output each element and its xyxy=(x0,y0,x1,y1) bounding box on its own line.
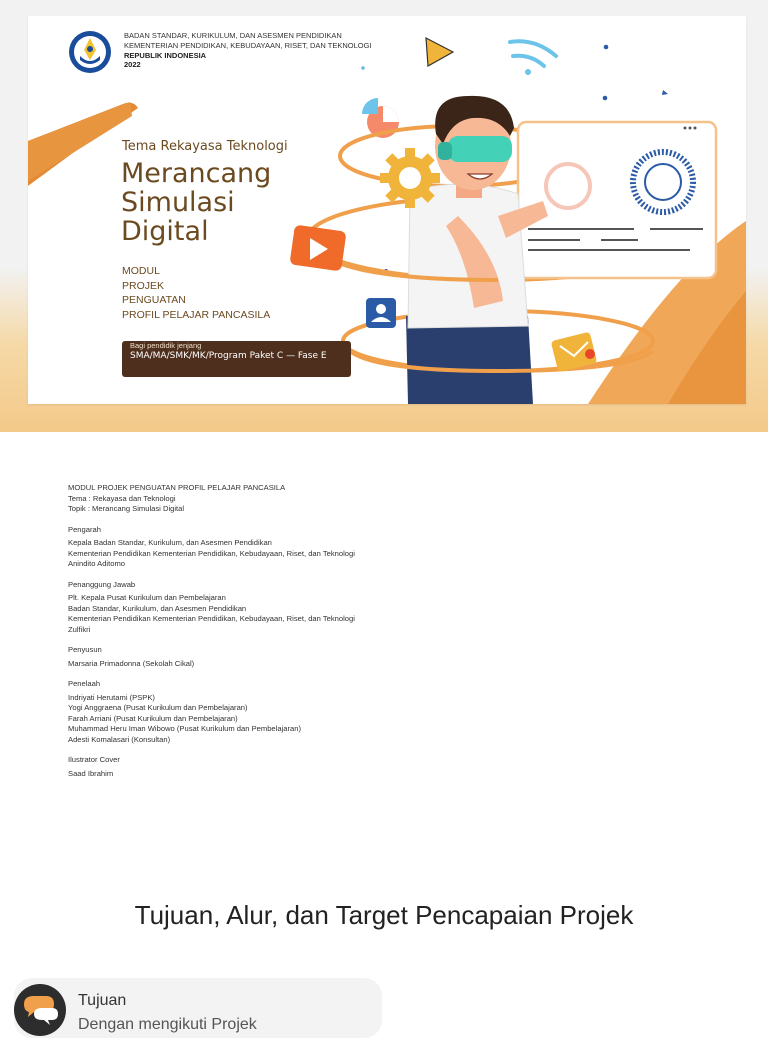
cover-page xyxy=(28,16,746,404)
user-card-icon xyxy=(366,298,396,328)
level-badge xyxy=(122,341,351,377)
cover-title-line: Merancang xyxy=(121,158,272,189)
wifi-icon xyxy=(510,41,556,75)
credit-section xyxy=(68,679,488,745)
credits-heading: MODUL PROJEK PENGUATAN PROFIL PELAJAR PANCASILA xyxy=(68,483,286,492)
cover-year: 2022 xyxy=(124,60,141,70)
credit-line: Kepala Badan Standar, Kurikulum, dan Asesmen Pendidikan xyxy=(68,538,272,547)
cover-theme: Tema Rekayasa Teknologi xyxy=(122,139,288,154)
credit-line: Yogi Anggraena (Pusat Kurikulum dan Pembelajaran) xyxy=(68,703,248,712)
credit-section-title: Pengarah xyxy=(68,524,101,534)
level-caption: Bagi pendidik jenjang xyxy=(130,341,202,350)
credits-topic: Topik : Merancang Simulasi Digital xyxy=(68,504,185,513)
credit-line: Marsaria Primadonna (Sekolah Cikal) xyxy=(68,658,195,668)
play-triangle-icon xyxy=(426,38,453,66)
credit-section-title: Penanggung Jawab xyxy=(68,579,136,589)
agency-line-2: KEMENTERIAN PENDIDIKAN, KEBUDAYAAN, RISET, DAN TEKNOLOGI xyxy=(124,40,372,50)
credit-section-title: Penyusun xyxy=(68,645,102,654)
module-label xyxy=(122,264,270,322)
gear-icon xyxy=(380,148,440,208)
cover-title-line: Digital xyxy=(121,216,209,247)
credit-line: Badan Standar, Kurikulum, dan Asesmen Pendidikan xyxy=(68,603,247,613)
credit-line: Plt. Kepala Pusat Kurikulum dan Pembelajaran xyxy=(68,593,226,602)
section-title: Tujuan, Alur, dan Target Pencapaian Projek xyxy=(134,900,634,930)
tujuan-text: Dengan mengikuti Projek xyxy=(78,1016,257,1033)
logo-tut-wuri-icon xyxy=(68,30,112,74)
cover-title xyxy=(121,159,271,246)
credit-section-title: Ilustrator Cover xyxy=(68,755,120,764)
credit-line: Kementerian Pendidikan Kementerian Pendidikan, Kebudayaan, Riset, dan Teknologi xyxy=(68,614,355,623)
credits-theme: Tema : Rekayasa dan Teknologi xyxy=(68,493,176,503)
credit-sections xyxy=(68,525,488,780)
play-icon xyxy=(289,225,346,272)
credit-line: Zulfikri xyxy=(68,624,91,634)
tujuan-label: Tujuan xyxy=(78,992,127,1009)
agency-line-1: BADAN STANDAR, KURIKULUM, DAN ASESMEN PENDIDIKAN xyxy=(124,31,342,40)
credit-line: Adesti Komalasari (Konsultan) xyxy=(68,734,171,744)
level-text: SMA/MA/SMK/MK/Program Paket C — Fase E xyxy=(130,351,327,361)
credit-section xyxy=(68,525,488,570)
credit-line: Anindito Aditomo xyxy=(68,559,125,568)
credits-page xyxy=(68,483,488,779)
credit-line: Kementerian Pendidikan Kementerian Pendidikan, Kebudayaan, Riset, dan Teknologi xyxy=(68,548,355,558)
module-line: MODUL xyxy=(122,265,160,277)
browser-window-icon xyxy=(518,122,716,278)
credit-line: Muhammad Heru Iman Wibowo (Pusat Kurikulum dan Pembelajaran) xyxy=(68,724,301,733)
module-line: PROFIL PELAJAR PANCASILA xyxy=(122,308,271,321)
cover-title-line: Simulasi xyxy=(121,187,235,218)
credit-line: Farah Arriani (Pusat Kurikulum dan Pembelajaran) xyxy=(68,713,238,723)
module-line: PROJEK xyxy=(122,279,165,292)
credit-section xyxy=(68,580,488,636)
country-name: REPUBLIK INDONESIA xyxy=(124,50,207,60)
credit-line: Indriyati Herutami (PSPK) xyxy=(68,692,155,702)
credit-section xyxy=(68,645,488,669)
credit-section-title: Penelaah xyxy=(68,679,101,688)
credit-section xyxy=(68,755,488,779)
module-line: PENGUATAN xyxy=(122,294,186,307)
chat-bubble-icon xyxy=(12,982,68,1038)
credit-line: Saad Ibrahim xyxy=(68,768,114,778)
